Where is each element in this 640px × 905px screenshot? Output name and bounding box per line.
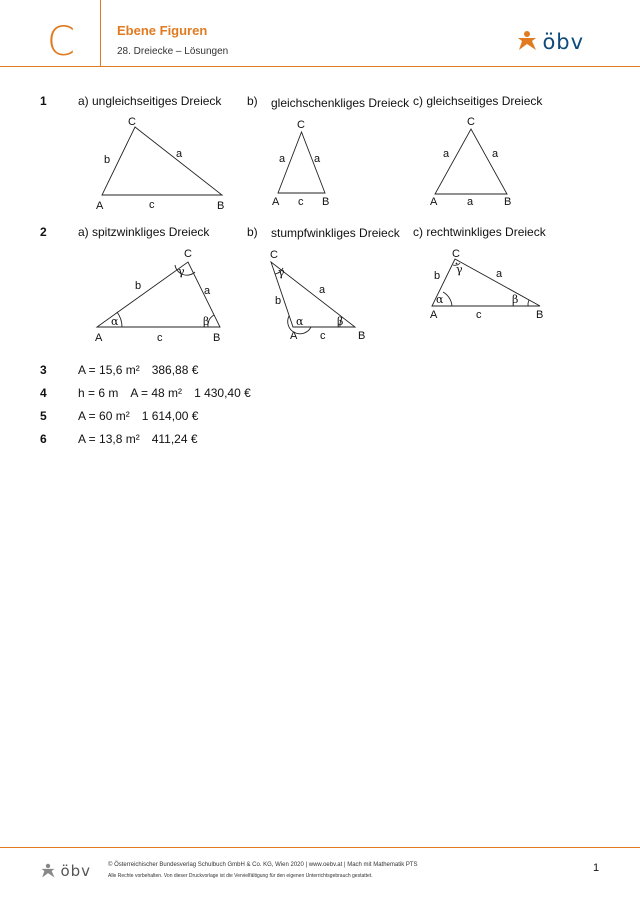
answer-3-part-1: A = 15,6 m² [78,363,140,377]
task-number-1: 1 [40,94,47,108]
answer-4 [78,386,263,400]
label-1b-A: A [272,196,280,208]
answer-6-part-2: 411,24 € [151,432,198,446]
label-2b-c: c [320,330,326,342]
task-number-6: 6 [40,432,47,446]
label-2c-b: b [434,270,441,282]
task-number-2: 2 [40,225,47,239]
label-2b-a: a [319,284,326,296]
answer-6 [78,432,210,446]
label-2b-alpha: α [296,315,304,328]
label-2c-beta: β [512,293,519,306]
label-1c-A: A [430,196,438,208]
label-2a-C: C [184,248,192,260]
footer-copyright: © Österreichischer Bundesverlag Schulbuch GmbH & Co. KG, Wien 2020 | www.oebv.at | Mach mit Mathematik PTS [108,862,418,868]
task-2c-label: c) rechtwinkliges Dreieck [413,225,546,239]
label-2a-a: a [204,285,211,297]
label-2b-beta: β [337,315,344,328]
answer-6-part-1: A = 13,8 m² [78,432,140,446]
triangle-figures [0,0,640,360]
footer-logo [40,862,91,881]
task-1b-letter: b) [247,94,258,108]
label-2a-b: b [135,280,142,292]
triangle-1a [102,127,222,195]
answer-3-part-2: 386,88 € [151,363,199,377]
task-1b-label: gleichschenkliges Dreieck [271,96,410,110]
answer-5-part-1: A = 60 m² [78,409,130,423]
label-1b-c: c [298,196,304,208]
label-1c-a3: a [467,196,474,208]
label-2c-A: A [430,309,438,321]
star-logo-icon [40,863,56,879]
label-1b-C: C [297,119,305,131]
label-2c-c: c [476,309,482,321]
label-1c-a1: a [443,148,450,160]
label-2c-gamma: γ [456,263,463,276]
label-2a-alpha: α [111,315,119,328]
answer-5 [78,409,210,423]
label-1b-a2: a [314,153,321,165]
label-2b-b: b [275,295,282,307]
label-2c-a: a [496,268,503,280]
answer-5-part-2: 1 614,00 € [141,409,199,423]
page-title: Ebene Figuren [117,23,208,38]
label-2a-A: A [95,332,103,344]
label-2a-c: c [157,332,163,344]
task-2b-label: stumpfwinkliges Dreieck [271,226,400,240]
triangle-1c [435,129,507,194]
task-2b-letter: b) [247,225,258,239]
label-1a-C: C [128,116,136,128]
chapter-letter: C [47,19,75,65]
label-2a-B: B [213,332,221,344]
task-number-5: 5 [40,409,47,423]
label-2c-B: B [536,309,544,321]
label-2c-alpha: α [436,293,444,306]
label-2a-gamma: γ [178,265,185,278]
page-number: 1 [593,862,600,874]
label-1a-b: b [104,154,111,166]
label-1b-B: B [322,196,330,208]
logo-text: öbv [542,30,585,54]
label-2b-A: A [290,330,298,342]
label-2b-gamma: γ [278,266,285,279]
task-number-4: 4 [40,386,47,400]
label-2b-C: C [270,249,278,261]
footer-rights: Alle Rechte vorbehalten. Von dieser Druckvorlage ist die Vervielfältigung für den eigenen Unterrichtsgebrauch gestattet. [108,873,373,879]
footer-rule [0,847,640,848]
label-1a-a: a [176,148,183,160]
answer-3 [78,363,210,377]
answer-4-part-3: 1 430,40 € [194,386,251,400]
task-number-3: 3 [40,363,47,377]
label-1b-a1: a [279,153,286,165]
task-1c-label: c) gleichseitiges Dreieck [413,94,543,108]
task-2a-label: a) spitzwinkliges Dreieck [78,225,210,239]
label-1a-c: c [149,199,155,211]
label-1c-C: C [467,116,475,128]
task-1a-label: a) ungleichseitiges Dreieck [78,94,222,108]
footer-logo-text: öbv [60,862,92,880]
label-2b-B: B [358,330,366,342]
label-1a-A: A [96,200,104,212]
triangle-2c [432,259,540,306]
answer-4-part-2: A = 48 m² [130,386,183,400]
page-subtitle: 28. Dreiecke – Lösungen [117,46,229,57]
label-2a-beta: β [203,315,210,328]
label-1c-a2: a [492,148,499,160]
label-1a-B: B [217,200,225,212]
label-2c-C: C [452,248,460,260]
label-1c-B: B [504,196,512,208]
answer-4-part-1: h = 6 m [78,386,119,400]
